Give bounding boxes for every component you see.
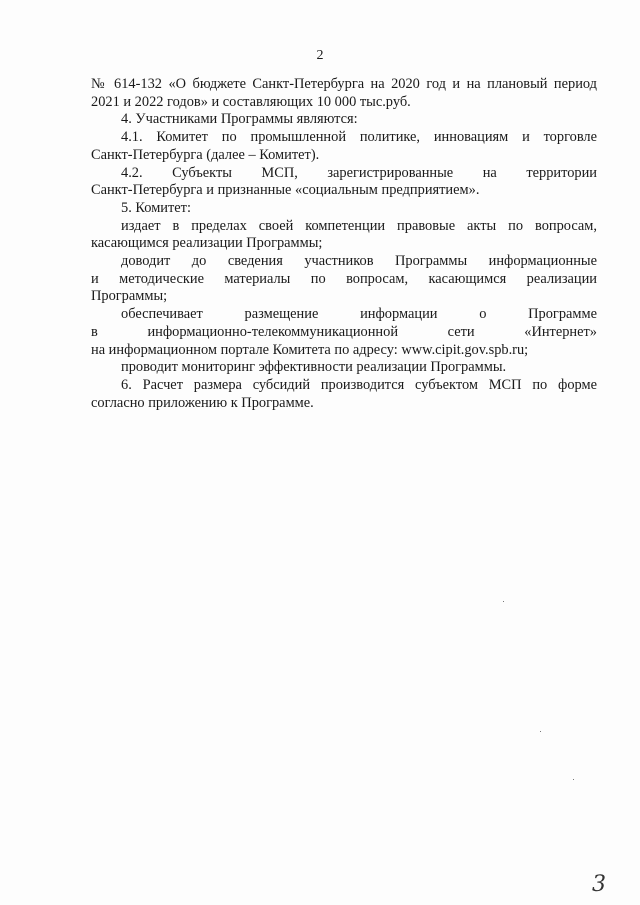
paragraph-committee-publishes	[91, 306, 597, 359]
paragraph-participant-committee	[91, 129, 597, 164]
text-line: согласно приложению к Программе.	[91, 394, 314, 411]
document-body	[91, 76, 597, 412]
scan-speck	[503, 601, 504, 602]
text-line: Санкт-Петербурга и признанные «социальным предприятием».	[91, 182, 480, 199]
text-line: 2021 и 2022 годов» и составляющих 10 000 тыс.руб.	[91, 93, 411, 110]
text-line: и методические материалы по вопросам, касающимся реализации	[91, 270, 597, 287]
text-line: касающимся реализации Программы;	[91, 235, 323, 252]
paragraph-committee-heading: 5. Комитет:	[121, 199, 191, 216]
text-line: Санкт-Петербурга (далее – Комитет).	[91, 146, 320, 163]
paragraph-participant-sme	[91, 165, 597, 200]
paragraph-committee-acts	[91, 218, 597, 253]
handwritten-page-mark: 3	[592, 872, 606, 897]
text-line: в информационно-телекоммуникационной сети «Интернет»	[91, 323, 597, 340]
text-line: Программы;	[91, 288, 168, 305]
paragraph-committee-informs	[91, 253, 597, 306]
paragraph-budget-reference	[91, 76, 597, 111]
paragraph-committee-monitoring: проводит мониторинг эффективности реализации Программы.	[121, 359, 507, 376]
text-line: на информационном портале Комитета по адресу: www.cipit.gov.spb.ru;	[91, 341, 529, 358]
paragraph-participants-heading: 4. Участниками Программы являются:	[121, 111, 358, 128]
text-line: 4.2. Субъекты МСП, зарегистрированные на территории	[121, 164, 597, 181]
text-line: 4.1. Комитет по промышленной политике, инновациям и торговле	[121, 129, 597, 146]
text-line: обеспечивает размещение информации о Программе	[121, 306, 597, 323]
scan-speck	[573, 779, 574, 780]
text-line: 6. Расчет размера субсидий производится субъектом МСП по форме	[121, 376, 597, 393]
paragraph-subsidy-calculation	[91, 377, 597, 412]
page-number: 2	[316, 48, 324, 63]
text-line: издает в пределах своей компетенции правовые акты по вопросам,	[121, 217, 597, 234]
text-line: № 614-132 «О бюджете Санкт-Петербурга на 2020 год и на плановый период	[91, 76, 597, 92]
text-line: доводит до сведения участников Программы информационные	[121, 253, 597, 270]
scan-speck	[540, 731, 541, 732]
